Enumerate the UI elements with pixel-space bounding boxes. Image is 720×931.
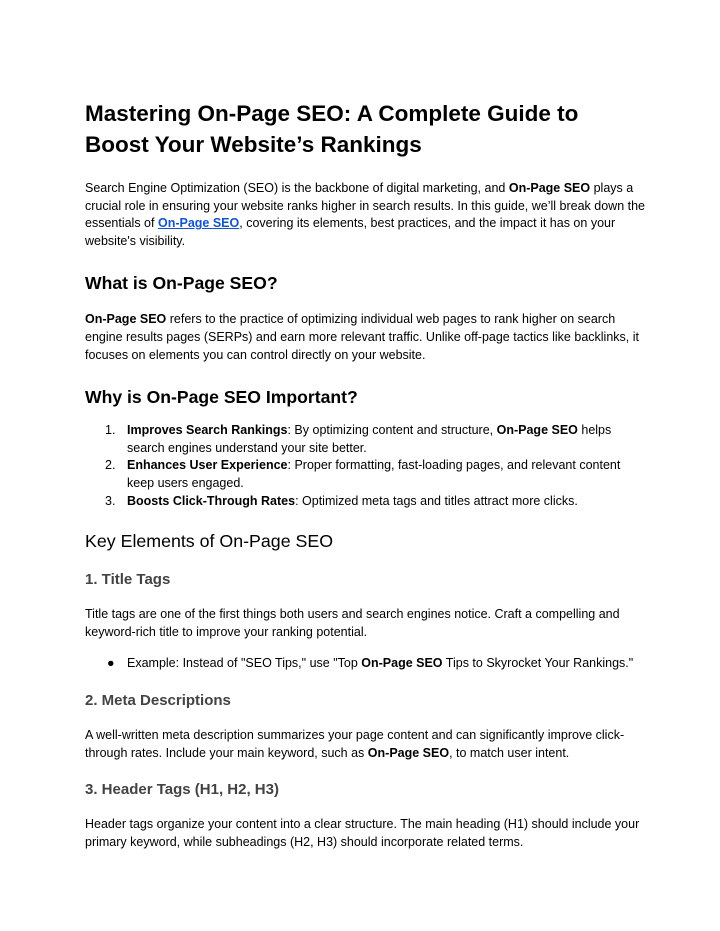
meta-paragraph (85, 727, 645, 762)
list-item-text: : By optimizing content and structure, (287, 423, 497, 438)
intro-text-2: plays a crucial role in ensuring your website ranks higher in search results. In this guide, we’ll break down the essentials of (85, 181, 646, 231)
intro-text-1: Search Engine Optimization (SEO) is the backbone of digital marketing, and (85, 181, 509, 195)
list-item-text-2: helps search engines understand your site better. (127, 423, 612, 455)
list-item-title: Enhances User Experience (127, 458, 288, 473)
example-text-1: Example: Instead of "SEO Tips," use "Top (127, 656, 362, 671)
document-body (85, 98, 645, 851)
intro-text-3: , covering its elements, best practices, and the impact it has on your website's visibility. (85, 216, 616, 248)
list-item (85, 457, 645, 492)
intro-bold-keyword: On-Page SEO (508, 181, 591, 195)
example-text-2: Tips to Skyrocket Your Rankings." (442, 656, 634, 671)
meta-text-2: , to match user intent. (449, 745, 570, 760)
list-item-keyword: On-Page SEO (496, 423, 578, 438)
list-number: 1. (105, 423, 116, 438)
list-item-text: : Optimized meta tags and titles attract more clicks. (295, 493, 578, 508)
header-tags-paragraph: Header tags organize your content into a clear structure. The main heading (H1) should include your primary keyword, while subheadings (H2, H3) should incorporate related terms. (85, 817, 640, 849)
heading-what-is: What is On-Page SEO? (85, 273, 278, 294)
list-item (85, 655, 645, 673)
title-tags-example-list (85, 655, 645, 673)
on-page-seo-link[interactable]: On-Page SEO (157, 216, 240, 231)
list-number: 3. (105, 493, 116, 508)
what-bold-keyword: On-Page SEO (85, 312, 167, 327)
heading-title-tags: 1. Title Tags (85, 571, 171, 589)
heading-why-important: Why is On-Page SEO Important? (85, 387, 358, 408)
list-item (85, 493, 645, 511)
why-list (85, 422, 645, 510)
list-item-text: : Proper formatting, fast-loading pages, and relevant content keep users engaged. (127, 458, 621, 490)
intro-paragraph (85, 180, 645, 250)
meta-text-1: A well-written meta description summarizes your page content and can significantly improve click-through rates. Include your main keyword, such as (85, 727, 625, 760)
bullet-icon: ● (107, 656, 115, 671)
meta-bold-keyword: On-Page SEO (367, 745, 450, 760)
what-text: refers to the practice of optimizing individual web pages to rank higher on search engine results pages (SERPs) and earn more relevant traffic. Unlike off-page tactics like backlinks, it focuses on elements you can control directly on your website. (85, 312, 639, 362)
what-paragraph (85, 311, 645, 364)
document-title: Mastering On-Page SEO: A Complete Guide to Boost Your Website’s Rankings (85, 101, 579, 157)
list-item (85, 422, 645, 457)
heading-meta-descriptions: 2. Meta Descriptions (85, 691, 231, 709)
list-item-title: Boosts Click-Through Rates (127, 493, 296, 508)
list-item-title: Improves Search Rankings (127, 423, 288, 438)
list-number: 2. (105, 458, 116, 473)
title-tags-paragraph: Title tags are one of the first things both users and search engines notice. Craft a compelling and keyword-rich title to improve your ranking potential. (85, 607, 620, 639)
heading-header-tags: 3. Header Tags (H1, H2, H3) (85, 781, 279, 799)
heading-key-elements: Key Elements of On-Page SEO (85, 531, 334, 552)
example-bold-keyword: On-Page SEO (361, 656, 443, 671)
